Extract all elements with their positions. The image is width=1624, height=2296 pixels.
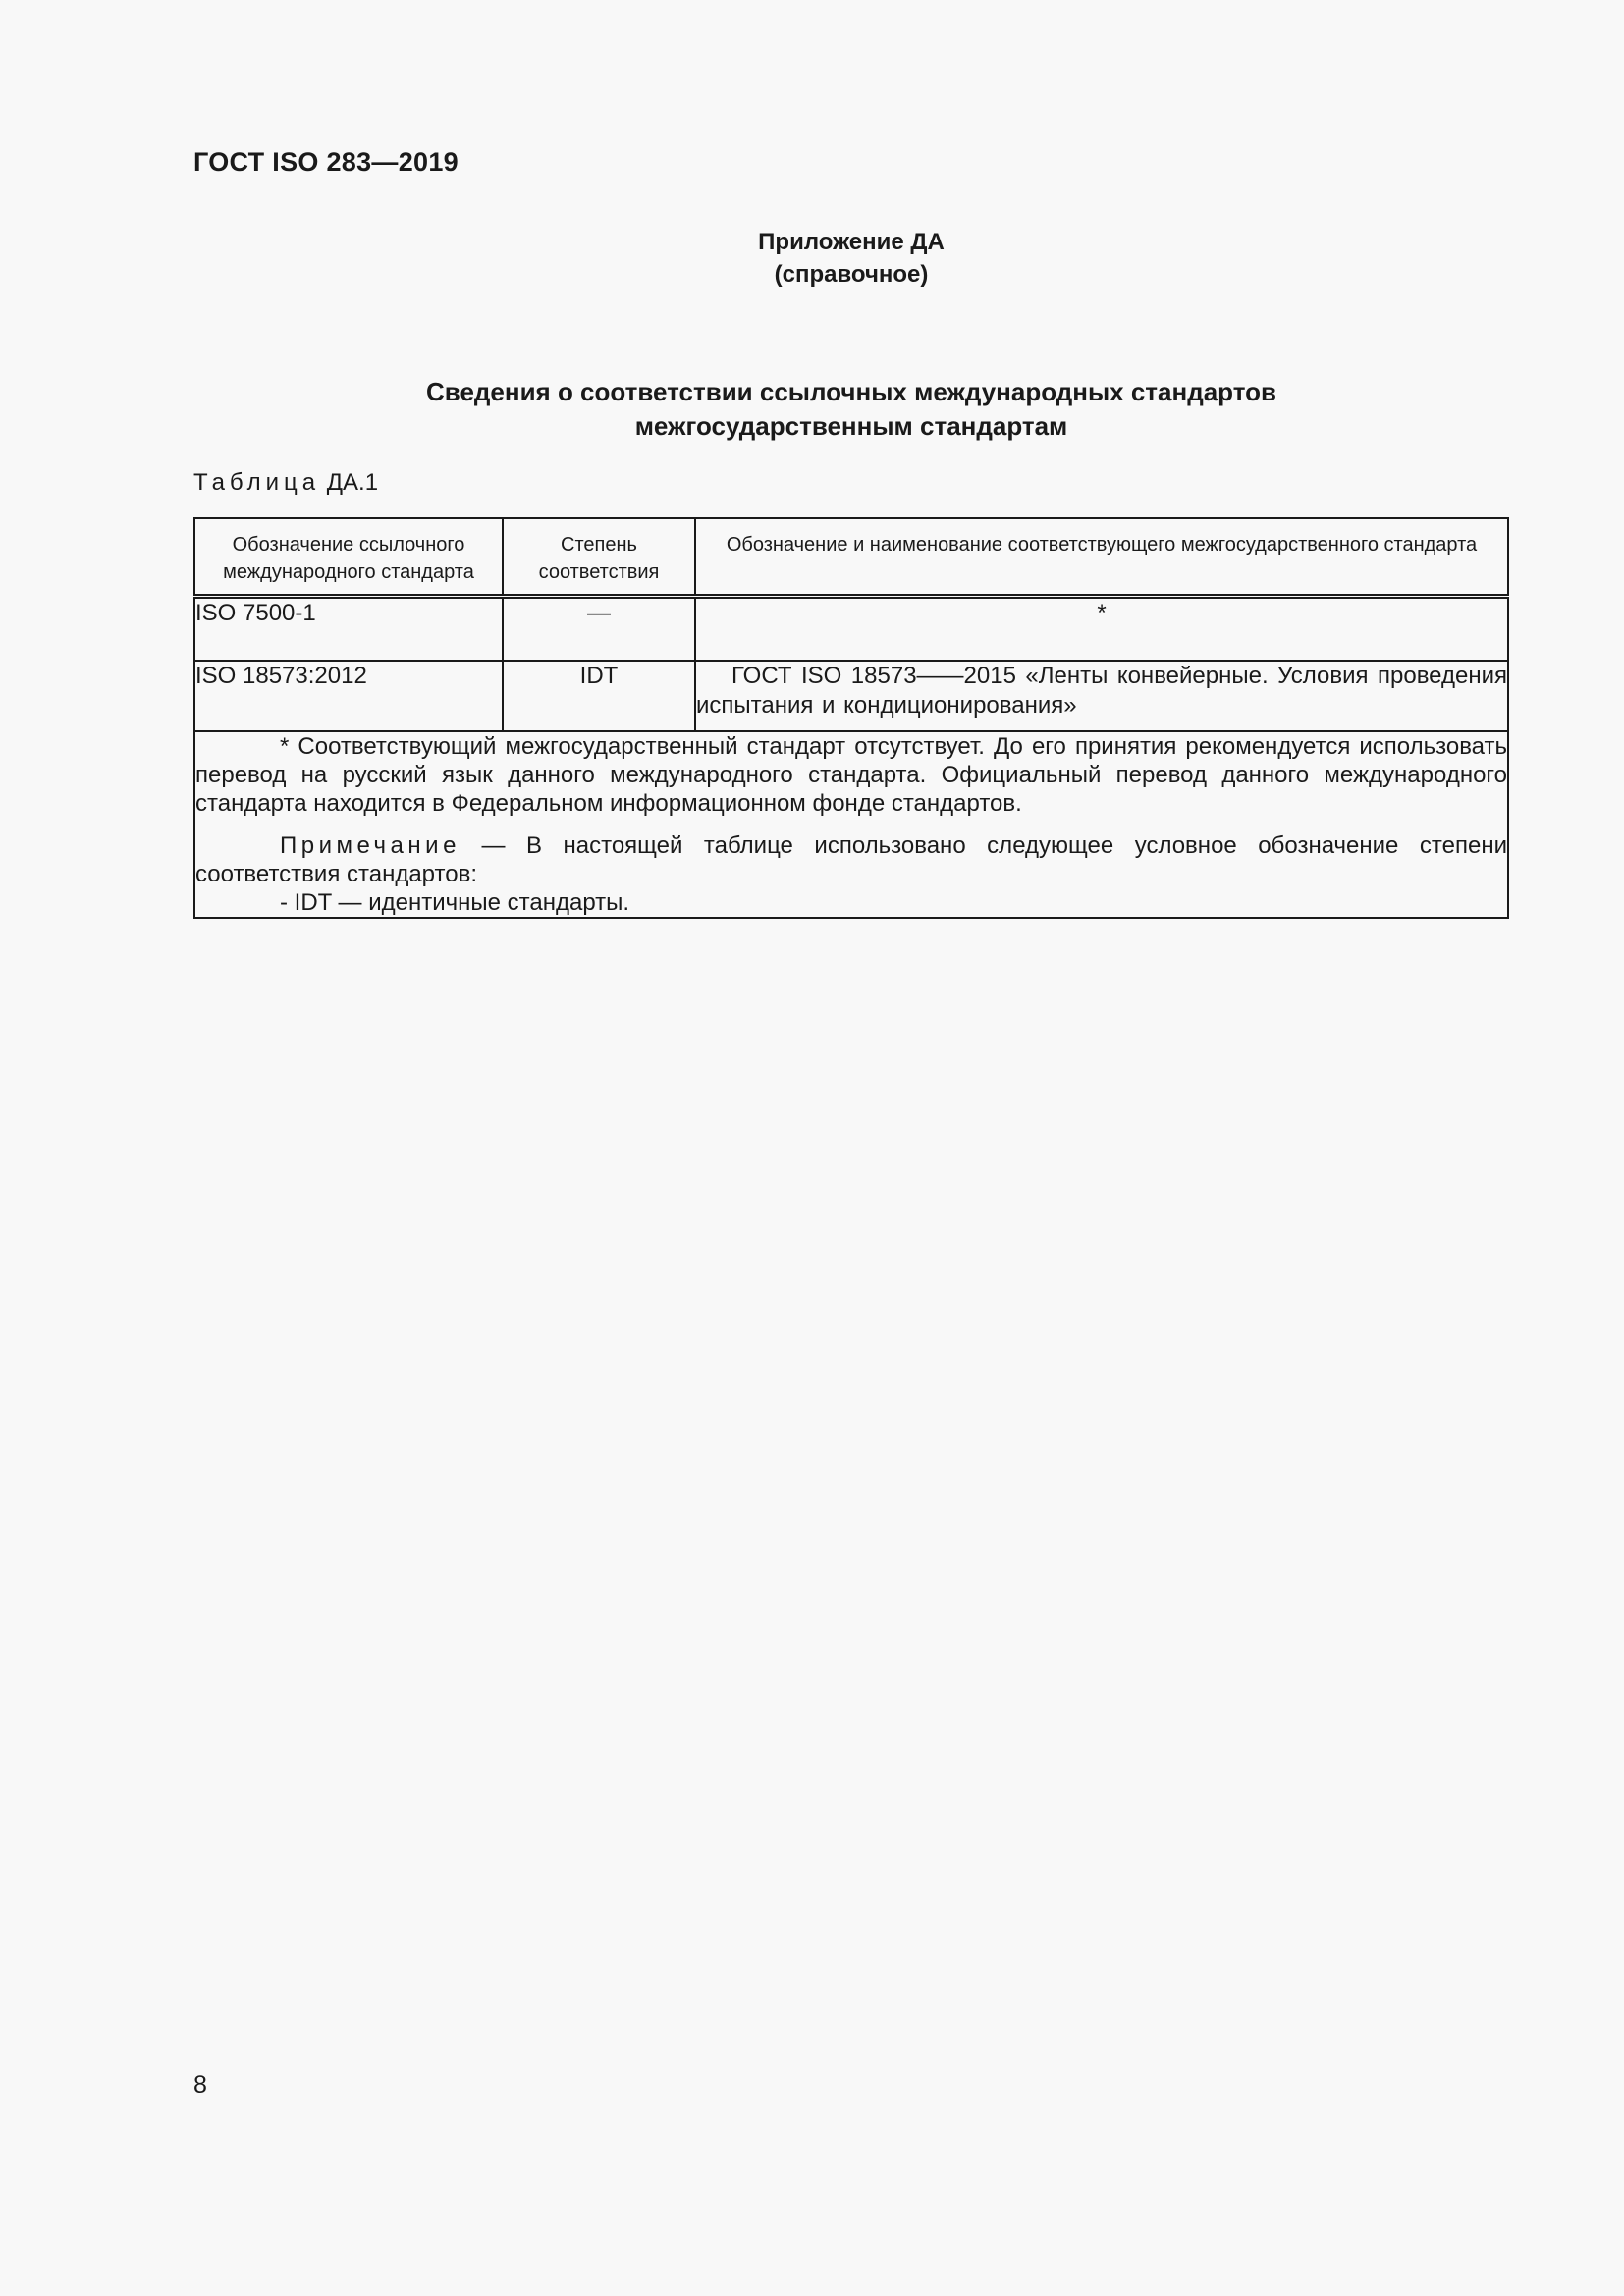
section-title-line2: межгосударственным стандартам <box>634 411 1068 441</box>
table-caption-word: Таблица <box>193 469 321 496</box>
table-caption-number: ДА.1 <box>326 469 379 496</box>
table-note <box>195 831 1507 888</box>
section-title <box>193 375 1509 444</box>
table-caption <box>193 469 378 497</box>
note-item: - IDT — идентичные стандарты. <box>280 889 630 916</box>
table-row <box>194 661 1508 731</box>
table-header-row <box>194 518 1508 597</box>
cell-reference-standard: ISO 7500-1 <box>194 597 503 662</box>
appendix-heading <box>687 226 1015 291</box>
cell-degree: — <box>503 597 695 662</box>
cell-interstate-standard: * <box>695 597 1508 662</box>
header-interstate-standard: Обозначение и наименование соответствующего межгосударственного стандарта <box>695 518 1508 597</box>
table-footnote: * Соответствующий межгосударственный стандарт отсутствует. До его принятия рекомендуется использовать перевод на русский язык данного международного стандарта. Официальный перевод данного международного стандарта находится в Федеральном информационном фонде стандартов. <box>195 733 1507 817</box>
table-notes <box>194 731 1508 918</box>
document-code: ГОСТ ISO 283—2019 <box>193 147 459 177</box>
header-reference-standard: Обозначение ссылочного международного стандарта <box>194 518 503 597</box>
cell-reference-standard: ISO 18573:2012 <box>194 661 503 731</box>
appendix-subtitle: (справочное) <box>774 261 929 288</box>
section-title-line1: Сведения о соответствии ссылочных международных стандартов <box>426 377 1276 406</box>
cell-degree: IDT <box>503 661 695 731</box>
appendix-title: Приложение ДА <box>758 229 945 255</box>
page-number: 8 <box>193 2071 207 2099</box>
correspondence-table <box>193 517 1509 919</box>
table-row <box>194 597 1508 662</box>
note-text: — В настоящей таблице использовано следующее условное обозначение степени соответствия стандартов: <box>195 832 1507 887</box>
header-degree: Степень соответствия <box>503 518 695 597</box>
table-notes-row <box>194 731 1508 918</box>
cell-interstate-standard: ГОСТ ISO 18573——2015 «Ленты конвейерные. Условия проведения испытания и кондиционирования» <box>695 661 1508 731</box>
note-label: Примечание <box>280 832 460 859</box>
